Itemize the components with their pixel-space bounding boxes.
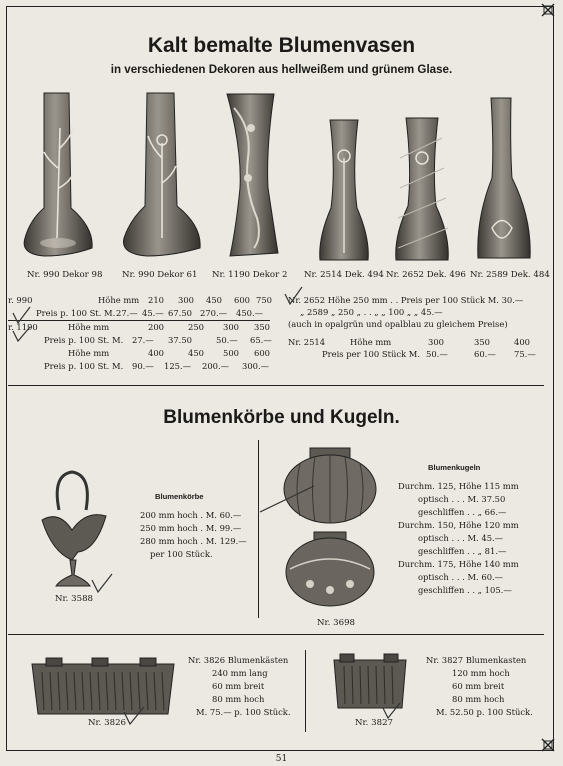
kugeln-line: geschliffen . . „ 105.—: [418, 585, 512, 595]
kasten-line: 240 mm lang: [212, 668, 268, 678]
vase-caption: Nr. 2589 Dek. 484: [470, 270, 550, 280]
page-title: Kalt bemalte Blumenvasen: [147, 34, 416, 57]
kasten-heading: Nr. 3827 Blumenkasten: [426, 655, 527, 665]
box-caption: Nr. 3826: [88, 718, 127, 728]
vase-2652-dek-496: [396, 118, 449, 260]
kugeln-line: geschliffen . . „ 81.—: [418, 546, 507, 556]
vase-caption: Nr. 2514 Dek. 494: [304, 270, 384, 280]
kugeln-line: optisch . . . M. 37.50: [418, 494, 506, 504]
price-line: „ 2589 „ 250 „ . . „ „ 100 „ „ 45.—: [300, 307, 443, 317]
kugeln-heading: Blumenkugeln: [428, 463, 481, 472]
flower-bowl-illustration: [280, 444, 380, 616]
flower-box-3826-illustration: [28, 656, 178, 722]
kasten-line: 60 mm breit: [452, 681, 505, 691]
price-line: Nr. 2652 Höhe 250 mm . . Preis per 100 Stück M. 30.—: [288, 295, 524, 305]
kasten-line: M. 75.— p. 100 Stück.: [196, 707, 291, 717]
vase-caption: Nr. 990 Dekor 61: [122, 270, 198, 280]
price-note: (auch in opalgrün und opalblau zu gleichem Preise): [288, 319, 508, 329]
kasten-line: 60 mm breit: [212, 681, 265, 691]
kasten-line: M. 52.50 p. 100 Stück.: [436, 707, 533, 717]
frame-right: [553, 6, 554, 750]
kasten-line: 80 mm hoch: [452, 694, 505, 704]
vase-caption: Nr. 2652 Dek. 496: [386, 270, 466, 280]
vase-caption: Nr. 1190 Dekor 2: [212, 270, 288, 280]
section-divider: [8, 634, 544, 635]
page-number: 51: [275, 754, 288, 764]
check-mark-icon: [282, 284, 306, 308]
vase-illustrations: [22, 88, 542, 266]
koerbe-price-line: 280 mm hoch . M. 129.—: [140, 536, 247, 546]
frame-top: [6, 6, 554, 7]
frame-bottom: [6, 750, 554, 751]
kasten-line: 80 mm hoch: [212, 694, 265, 704]
column-divider: [305, 650, 306, 732]
page-subtitle: in verschiedenen Dekoren aus hellweißem und grünem Glase.: [110, 63, 453, 76]
check-mark-icon: [8, 305, 38, 345]
basket-caption: Nr. 3588: [55, 594, 94, 604]
vase-caption: Nr. 990 Dekor 98: [27, 270, 103, 280]
corner-ornament-icon: [540, 737, 556, 753]
frame-left: [6, 6, 7, 750]
koerbe-heading: Blumenkörbe: [155, 492, 204, 501]
kugeln-line: geschliffen . . „ 66.—: [418, 507, 507, 517]
corner-ornament-icon: [540, 2, 556, 18]
kugeln-line: Durchm. 175, Höhe 140 mm: [398, 559, 519, 569]
kugeln-line: optisch . . . M. 60.—: [418, 572, 504, 582]
check-mark-icon: [256, 480, 316, 520]
koerbe-price-line: 250 mm hoch . M. 99.—: [140, 523, 242, 533]
kugeln-line: Durchm. 125, Höhe 115 mm: [398, 481, 519, 491]
kugeln-line: optisch . . . M. 45.—: [418, 533, 504, 543]
koerbe-price-line: per 100 Stück.: [150, 549, 213, 559]
vase-990-dekor-98: [24, 93, 92, 256]
koerbe-price-line: 200 mm hoch . M. 60.—: [140, 510, 242, 520]
bowl-caption: Nr. 3698: [317, 618, 356, 628]
vase-2514-dek-494: [320, 120, 369, 260]
catalog-page: Kalt bemalte Blumenvasen in verschiedenen Dekoren aus hellweißem und grünem Glase. Nr. 990 Dekor 98 Nr. 990 Dekor 61 Nr. 1190 Dekor 2 Nr. 2514 Dek. 494 Nr. 2652 Dek. 496 Nr. 2589 Dek. 484 r. 990 Höhe mm 210 300 450 600 750 Preis p. 100 St. M. 27.— 45.— 67.50 270.— 450.— r. 1190 Höhe mm 200 250 300 350 Preis p. 100 St. M. 27.— 37.50 50.— 65.— Höhe mm 400 450 500 600 Preis p. 100 St. M. 90.— 125.— 200.— 300.— Nr. 2652 Höhe 250 mm . . Preis per 100 Stück M. 30.— „ 2589 „ 250 „ . . „ „ 100 „ „ 45.— (auch in opalgrün und opalblau zu gleichem Preise) Nr. 2514 Höhe mm 300 350 400 Preis per 100 Stück M. 50.— 60.— 75.— Blumenkörbe und Kugeln. Nr. 3588 Blumenkörbe 200 mm hoch . M. 60.— 250 mm hoch . M. 99.— 280 mm hoch . M. 129.— per 100 Stück. Nr. 3698 Blumenkugeln Durchm. 125, Höhe 115 mm optisch . . . M. 37.50 geschliffen . . „ 66.— Durchm. 150, Höhe 120 mm optisch . . . M. 45.— geschliffen . . „ 81.— Durchm. 175, Höhe 140 mm optisch . . . M. 60.— geschliffen . . „ 105.— Nr. 3826 Nr. 3826 Blumenkästen 240 mm lang 60 mm breit 80 mm hoch M. 75.— p. 100 Stück. Nr. 3827 Nr. 3827 Blumenkasten 120 mm hoch 60 mm breit 80 mm hoch M. 52.50 p. 100 Stück. 51: [0, 0, 563, 766]
box-caption: Nr. 3827: [355, 718, 394, 728]
kasten-heading: Nr. 3826 Blumenkästen: [188, 655, 289, 665]
kasten-line: 120 mm hoch: [452, 668, 510, 678]
kugeln-line: Durchm. 150, Höhe 120 mm: [398, 520, 519, 530]
vase-990-dekor-61: [123, 93, 200, 256]
column-divider: [258, 440, 259, 618]
section-divider: [8, 385, 544, 386]
table-divider: [8, 320, 270, 321]
section-title: Blumenkörbe und Kugeln.: [163, 407, 400, 428]
vase-2589-dek-484: [478, 98, 530, 258]
vase-1190-dekor-2: [227, 94, 278, 256]
